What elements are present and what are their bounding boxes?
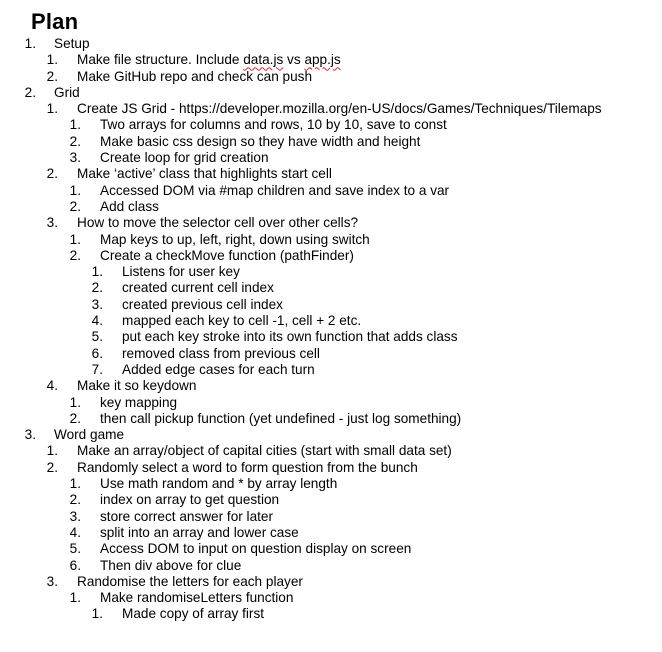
item-text: How to move the selector cell over other cells? — [77, 215, 359, 231]
outline-item-level-2 — [0, 215, 662, 231]
item-text: Setup — [54, 36, 90, 51]
outline-item-level-3 — [0, 558, 662, 574]
item-number: 1. — [46, 443, 58, 459]
item-text: Word game — [54, 427, 125, 443]
outline-item-level-3 — [0, 476, 662, 492]
item-text: Make an array/object of capital cities (start with small data set) — [77, 443, 452, 459]
item-text-segment: vs — [283, 52, 305, 68]
item-number: 3. — [46, 573, 58, 589]
item-text: created previous cell index — [122, 296, 283, 312]
outline-item-level-3 — [0, 183, 662, 199]
item-text: Two arrays for columns and rows, 10 by 10, save to const — [100, 117, 447, 133]
outline-item-level-3 — [0, 150, 662, 166]
outline-item-level-2 — [0, 378, 662, 394]
item-text: created current cell index — [122, 280, 274, 296]
item-number: 1. — [69, 231, 81, 247]
item-text: Randomise the letters for each player — [77, 573, 303, 589]
outline-item-level-3 — [0, 232, 662, 248]
outline-item-level-2 — [0, 574, 662, 590]
outline-item-level-3 — [0, 590, 662, 606]
item-number: 1. — [69, 590, 81, 606]
item-text: Added edge cases for each turn — [122, 361, 315, 377]
item-number: 2. — [69, 247, 81, 263]
item-number: 6. — [91, 345, 103, 361]
spellcheck-flagged-word: data.js — [243, 52, 284, 68]
item-number: 1. — [91, 606, 103, 622]
outline-item-level-1 — [0, 427, 662, 443]
item-number: 2. — [46, 459, 58, 475]
item-text: Add class — [100, 198, 159, 214]
item-number: 7. — [91, 361, 103, 377]
item-number: 5. — [69, 541, 81, 557]
item-text: then call pickup function (yet undefined - just log something) — [100, 410, 462, 426]
item-number: 2. — [69, 198, 81, 214]
outline-item-level-3 — [0, 411, 662, 427]
outline-item-level-4 — [0, 280, 662, 296]
outline-item-level-2 — [0, 443, 662, 459]
item-text: Create a checkMove function (pathFinder) — [100, 247, 354, 263]
outline-item-level-1 — [0, 85, 662, 101]
item-number: 1. — [69, 394, 81, 410]
item-text: removed class from previous cell — [122, 345, 320, 361]
item-text: Access DOM to input on question display on screen — [100, 541, 412, 557]
item-text: Make ‘active’ class that highlights start cell — [77, 166, 332, 182]
item-number: 4. — [91, 313, 103, 329]
outline-item-level-3 — [0, 117, 662, 133]
item-text: Make GitHub repo and check can push — [77, 68, 313, 84]
item-text: Make it so keydown — [77, 378, 197, 394]
item-text: Randomly select a word to form question from the bunch — [77, 459, 418, 475]
item-text: put each key stroke into its own function that adds class — [122, 329, 458, 345]
item-text: Create JS Grid - https://developer.mozilla.org/en-US/docs/Games/Techniques/Tilemaps — [77, 101, 602, 117]
item-number: 5. — [91, 329, 103, 345]
outline-item-level-2 — [0, 166, 662, 182]
item-text: Make basic css design so they have width and height — [100, 133, 421, 149]
item-number: 2. — [69, 492, 81, 508]
outline-item-level-1 — [0, 36, 662, 52]
item-number: 6. — [69, 557, 81, 573]
outline-item-level-3 — [0, 134, 662, 150]
item-number: 2. — [24, 84, 36, 100]
item-number: 2. — [91, 280, 103, 296]
item-number: 1. — [24, 36, 36, 51]
item-text: Map keys to up, left, right, down using switch — [100, 231, 370, 247]
outline-item-level-3 — [0, 199, 662, 215]
outline-item-level-4 — [0, 297, 662, 313]
outline-item-level-3 — [0, 509, 662, 525]
outline-item-level-2 — [0, 69, 662, 85]
item-text: Create loop for grid creation — [100, 150, 269, 166]
item-number: 3. — [69, 150, 81, 166]
outline-item-level-3 — [0, 541, 662, 557]
outline-item-level-2 — [0, 52, 662, 68]
item-number: 1. — [46, 101, 58, 117]
outline-item-level-4 — [0, 346, 662, 362]
outline-item-level-3 — [0, 248, 662, 264]
outline-item-level-4 — [0, 313, 662, 329]
outline-item-level-4 — [0, 362, 662, 378]
item-number: 3. — [46, 215, 58, 231]
item-text-segment: Make file structure. Include — [77, 52, 244, 68]
item-number: 4. — [46, 378, 58, 394]
item-text: Then div above for clue — [100, 557, 242, 573]
outline-item-level-4 — [0, 606, 662, 622]
outline-item-level-3 — [0, 492, 662, 508]
item-number: 3. — [69, 508, 81, 524]
item-text: Use math random and * by array length — [100, 476, 338, 492]
item-text: Made copy of array first — [122, 606, 265, 622]
item-text: key mapping — [100, 394, 178, 410]
item-text — [77, 52, 341, 68]
outline-item-level-2 — [0, 460, 662, 476]
item-number: 2. — [46, 166, 58, 182]
item-text: Grid — [54, 84, 80, 100]
item-number: 1. — [69, 182, 81, 198]
item-number: 2. — [46, 68, 58, 84]
item-number: 3. — [24, 427, 36, 443]
outline-item-level-2 — [0, 101, 662, 117]
item-number: 2. — [69, 133, 81, 149]
item-text: store correct answer for later — [100, 508, 274, 524]
item-number: 1. — [69, 117, 81, 133]
outline-item-level-3 — [0, 395, 662, 411]
item-text: index on array to get question — [100, 492, 280, 508]
outline-item-level-3 — [0, 525, 662, 541]
item-number: 3. — [91, 296, 103, 312]
item-number: 1. — [91, 264, 103, 280]
outline-list — [0, 36, 662, 623]
item-number: 2. — [69, 410, 81, 426]
spellcheck-flagged-word: app.js — [304, 52, 341, 68]
item-text: split into an array and lower case — [100, 524, 299, 540]
outline-item-level-4 — [0, 329, 662, 345]
item-text: Make randomiseLetters function — [100, 590, 294, 606]
item-text: Listens for user key — [122, 264, 240, 280]
item-text: Accessed DOM via #map children and save index to a var — [100, 182, 450, 198]
item-text: mapped each key to cell -1, cell + 2 etc. — [122, 313, 362, 329]
item-number: 1. — [46, 52, 58, 68]
outline-item-level-4 — [0, 264, 662, 280]
page-title: Plan — [31, 9, 79, 34]
item-number: 4. — [69, 524, 81, 540]
item-number: 1. — [69, 476, 81, 492]
